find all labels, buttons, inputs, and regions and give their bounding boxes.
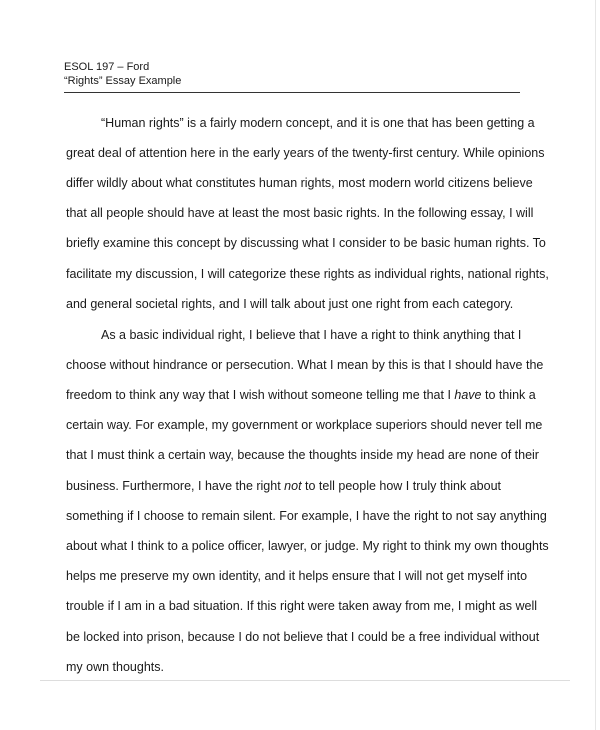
essay-title: “Rights” Essay Example — [64, 75, 182, 87]
line-text: freedom to think any way that I wish without someone telling me that I — [66, 388, 455, 402]
paragraph-line: be locked into prison, because I do not believe that I could be a free individual without — [66, 630, 540, 644]
paragraph-line: “Human rights” is a fairly modern concept, and it is one that has been getting a — [101, 116, 535, 130]
paragraph-line: great deal of attention here in the early years of the twenty-first century. While opinions — [66, 146, 545, 160]
paragraph-line: and general societal rights, and I will talk about just one right from each category. — [66, 297, 514, 311]
italic-emphasis: have — [454, 388, 482, 402]
paragraph-line: As a basic individual right, I believe that I have a right to think anything that I — [101, 328, 522, 342]
line-text: to think a — [481, 388, 536, 402]
paragraph-line: certain way. For example, my government or workplace superiors should never tell me — [66, 418, 543, 432]
paragraph-line: briefly examine this concept by discussing what I consider to be basic human rights. To — [66, 236, 546, 250]
paragraph-line: differ wildly about what constitutes human rights, most modern world citizens believe — [66, 176, 533, 190]
paragraph-line — [66, 478, 501, 494]
paragraph-line: facilitate my discussion, I will categorize these rights as individual rights, national rights, — [66, 267, 549, 281]
page-bottom-rule — [40, 680, 570, 681]
paragraph-line: my own thoughts. — [66, 660, 164, 674]
line-text: business. Furthermore, I have the right — [66, 479, 285, 493]
header-rule — [64, 92, 520, 93]
paragraph-line: something if I choose to remain silent. For example, I have the right to not say anything — [66, 509, 547, 523]
italic-emphasis: not — [284, 479, 302, 493]
paragraph-line: that all people should have at least the most basic rights. In the following essay, I will — [66, 206, 534, 220]
paragraph-line: trouble if I am in a bad situation. If this right were taken away from me, I might as well — [66, 599, 538, 613]
paragraph-line: about what I think to a police officer, lawyer, or judge. My right to think my own thoughts — [66, 539, 549, 553]
paragraph-line: that I must think a certain way, because the thoughts inside my head are none of their — [66, 448, 539, 462]
document-header — [64, 60, 181, 88]
page-edge — [595, 0, 596, 730]
paragraph-line: choose without hindrance or persecution. What I mean by this is that I should have the — [66, 358, 544, 372]
paragraph-line — [66, 387, 536, 403]
paragraph-line: helps me preserve my own identity, and it helps ensure that I will not get myself into — [66, 569, 528, 583]
course-line: ESOL 197 – Ford — [64, 61, 150, 73]
line-text: to tell people how I truly think about — [301, 479, 501, 493]
